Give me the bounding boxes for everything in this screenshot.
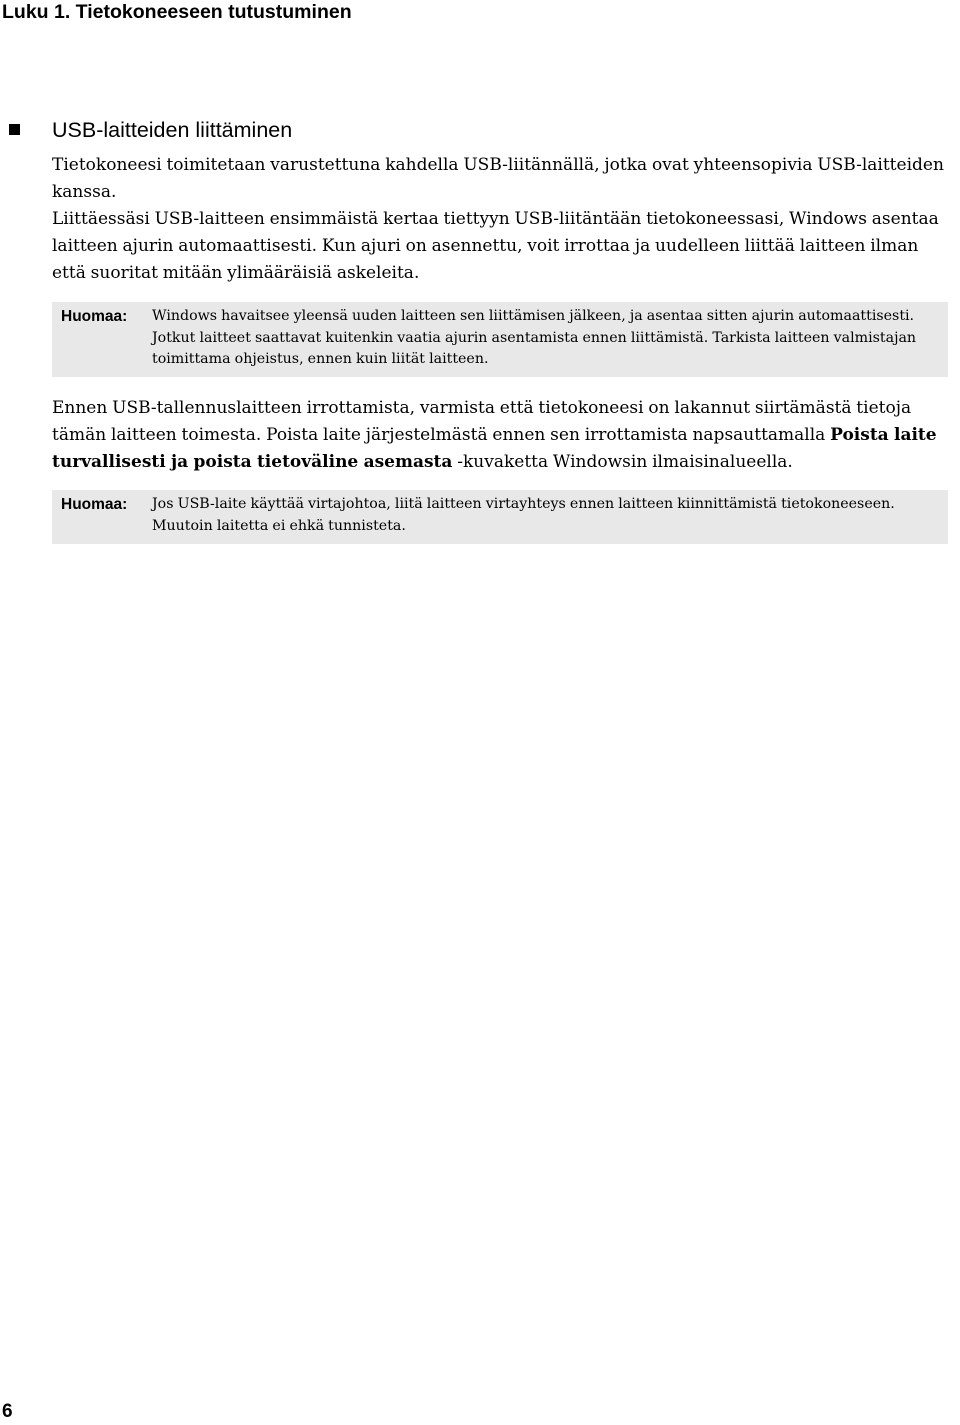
usb-section [0, 114, 960, 146]
note-box-driver [52, 302, 948, 377]
note-text: Jos USB-laite käyttää virtajohtoa, liitä laitteen virtayhteys ennen laitteen kiinnittämistä tietokoneeseen. Muutoin laitetta ei ehkä tunnisteta. [152, 496, 895, 534]
paragraph-safe-removal [52, 395, 952, 476]
safe-removal-text-end: -kuvaketta Windowsin ilmaisinalueella. [452, 452, 793, 472]
note-text: Windows havaitsee yleensä uuden laitteen sen liittämisen jälkeen, ja asentaa sitten ajurin automaattisesti. Jotkut laitteet saattavat kuitenkin vaatia ajurin asentamista ennen liittämistä. Tarkista laitteen valmistajan toimittama ohjeistus, ennen kuin liität laitteen. [152, 308, 917, 367]
safe-removal-icon-name: Poista laite turvallisesti ja poista tietoväline asemasta [52, 425, 937, 472]
note-label: Huomaa: [61, 496, 128, 513]
safe-removal-text: Ennen USB-tallennuslaitteen irrottamista, varmista että tietokoneesi on lakannut siirtämästä tietoja tämän laitteen toimesta. Poista laite järjestelmästä ennen sen irrottamista napsauttamalla [52, 398, 912, 445]
paragraph-usb-ports: Tietokoneesi toimitetaan varustettuna kahdella USB-liitännällä, jotka ovat yhteensopivia USB-laitteiden kanssa. [52, 155, 944, 202]
square-bullet-icon [9, 124, 20, 135]
page-number: 6 [2, 1401, 13, 1422]
paragraph-driver-install: Liittäessäsi USB-laitteen ensimmäistä kertaa tiettyyn USB-liitäntään tietokoneessasi, Windows asentaa laitteen ajurin automaattisesti. Kun ajuri on asennettu, voit irrottaa ja uudelleen liittää laitteen ilman että suoritat mitään ylimääräisiä askeleita. [52, 209, 939, 283]
section-title: USB-laitteiden liittäminen [52, 118, 293, 142]
chapter-header: Luku 1. Tietokoneeseen tutustuminen [2, 1, 352, 23]
note-label: Huomaa: [61, 308, 128, 325]
note-box-power [52, 490, 948, 544]
section-heading [0, 114, 960, 146]
